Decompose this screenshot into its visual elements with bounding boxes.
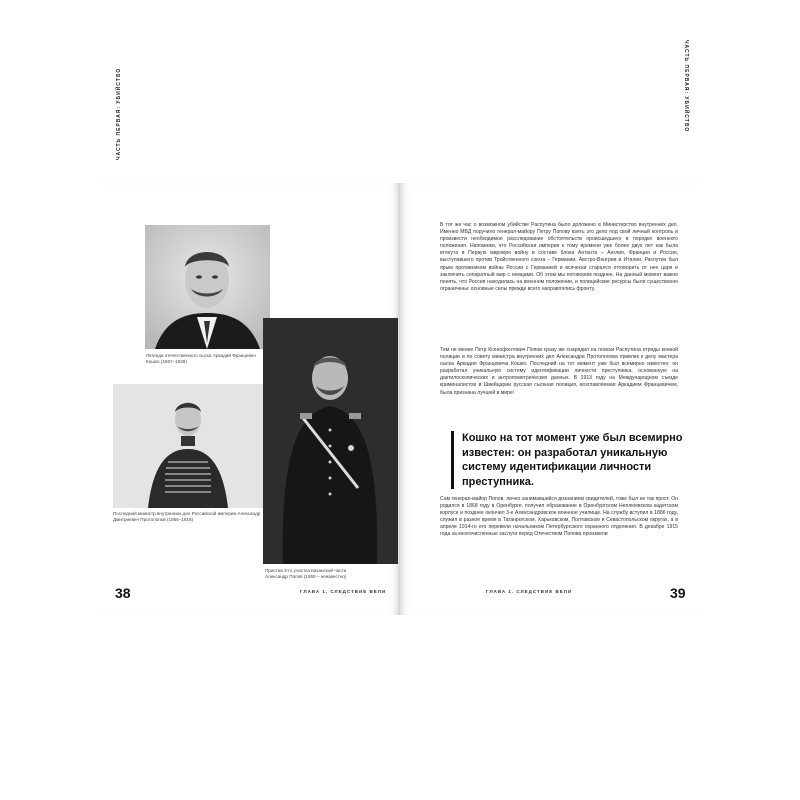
page-number-right: 39 — [670, 585, 686, 601]
portrait-protopopov-image — [113, 384, 264, 508]
caption-popov: Пристав 3-го участка Казанской части Александр Попов (1855 – неизвестно) — [265, 568, 347, 579]
photo-koshko — [145, 225, 270, 349]
paragraph-2: Тем не менее Петр Ксенофонтович Попов сразу же снарядил на поиски Распутина отряды конной полиции и по совету министра внутренних дел Александра Протопопова привлек к делу мастера сыска Аркадия Францевича Кошко. Последний на тот момент уже был всемирно известен: он разработал уникальную систему идентификации личности преступника, основанную на дактилоскопических и антропометрических данных. В 1913 году на Международном съезде криминалистов в Швейцарии русская сыскная полиция, возглавляемая Аркадием Францевичем, была признана лучшей в мире! — [440, 347, 678, 396]
caption-protopopov: Последний министр внутренних дел Российской империи Александр Дмитриевич Протопопов (1866–1918) — [113, 511, 261, 522]
running-head-right: ЧАСТЬ ПЕРВАЯ: УБИЙСТВО — [683, 40, 689, 133]
portrait-koshko-image — [145, 225, 270, 349]
photo-protopopov — [113, 384, 264, 508]
paragraph-1: В тот же час о возможном убийстве Распутина было доложено в Министерство внутренних дел. Именно МВД поручило генерал-майору Петру Попову взять это дело под свой личный контроль и произвести необходимое расследование обстоятельств происшедшего в порядке военного положения. Напомним, что Российская империя к тому времени уже более двух лет как была втянута в Первую мировую войну в составе блока Антанта – Англия, Франция и Россия, выступавшего против Тройственного союза – Германии, Австро-Венгрии и Италии. Распутин был ярым противником войны России с Германией и всячески старался отговорить от нее царя и заключить сепаратный мир с немцами. Об этом мы поговорим позднее. На данный момент важно понять, что Россия находилась на военном положении, и полицейские ресурсы были существенно ограничены: основные силы прежде всего направлялись фронту. — [440, 222, 678, 292]
paragraph-3: Сам генерал-майор Попов, лично занимавшийся дознанием свидетелей, тоже был не так прост. Он родился в 1868 году в Оренбурге, получил образование в Оренбургском Неплюевском кадетском корпусе и позднее окончил 3-е Александровское военное училище. На службу вступил в 1886 году, служил в разное время в Таганрогском, Харьковском, Полтавском и Севастопольском округах, а в апреле 1914-го его перевели начальником Петербургского охранного отделения. В декабре 1915 года за многочисленные заслуги перед Отечеством Попова произвели — [440, 496, 678, 538]
page-number-left: 38 — [115, 585, 131, 601]
footer-right: ГЛАВА 1. СЛЕДСТВИЕ ВЕЛИ — [486, 589, 573, 594]
portrait-popov-image — [263, 318, 398, 564]
caption-koshko: Легенда отечественного сыска Аркадий Францевич Кошко (1867–1928) — [146, 353, 256, 364]
photo-popov — [263, 318, 398, 564]
running-head-left: ЧАСТЬ ПЕРВАЯ: УБИЙСТВО — [116, 67, 122, 160]
footer-left: ГЛАВА 1. СЛЕДСТВИЕ ВЕЛИ — [300, 589, 387, 594]
pull-quote: Кошко на тот момент уже был всемирно известен: он разработал уникальную систему идентификации личности преступника. — [451, 431, 687, 489]
